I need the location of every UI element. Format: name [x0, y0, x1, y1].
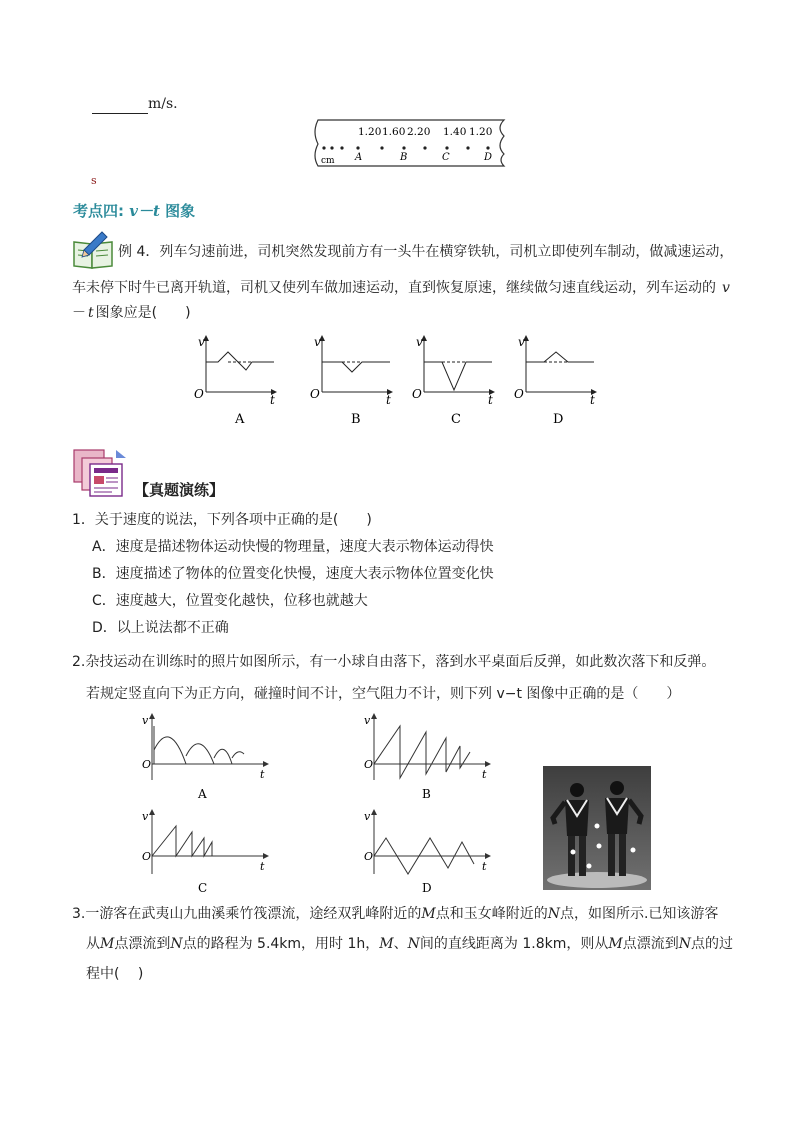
q3-text-4: 从	[86, 936, 100, 952]
q1-option-b: B．速度描述了物体的位置变化快慢，速度大表示物体位置变化快	[92, 566, 494, 582]
q2-line2: 若规定竖直向下为正方向，碰撞时间不计，空气阻力不计，则下列 v−t 图像中正确的是（ ）	[86, 686, 681, 702]
example4-graph-a	[194, 335, 275, 427]
unit-text: m/s.	[148, 96, 178, 112]
example4-label: 例 4	[118, 244, 146, 260]
section-heading-prefix: 考点四:	[73, 202, 124, 220]
tape-letter-d: D	[484, 152, 493, 163]
q3-text-6: 点的路程为 5.4km，用时 1h，	[182, 936, 380, 952]
q2-graph-a	[142, 714, 266, 801]
graph-a-origin: O	[194, 387, 204, 401]
graph-b-axis-v: v	[314, 335, 321, 349]
q2-c-axis-v: v	[142, 810, 149, 823]
stray-s: s	[91, 174, 97, 187]
documents-icon	[72, 448, 130, 498]
q3-text-1: 3.一游客在武夷山九曲溪乘竹筏漂流，途经双乳峰附近的	[72, 906, 422, 922]
tape-number-1: 1.20	[358, 126, 382, 138]
answer-blank	[92, 99, 148, 114]
example4-text-2: 车未停下时牛已离开轨道，司机又使列车做加速运动，直到恢复原速，继续做匀速直线运动，列车运动的	[72, 280, 716, 296]
example4-graphs	[190, 332, 610, 432]
tape-dot	[445, 146, 448, 149]
q2-line1: 2.杂技运动在训练时的照片如图所示，有一小球自由落下，落到水平桌面后反弹，如此数次落下和反弹。	[72, 654, 716, 670]
q3-text-2: 点和玉女峰附近的	[435, 906, 548, 922]
example4-graph-d	[514, 335, 595, 427]
example4-line1	[118, 242, 733, 262]
q1-option-a: A．速度是描述物体运动快慢的物理量，速度大表示物体运动得快	[92, 539, 494, 555]
graph-c-axis-t: t	[488, 393, 493, 407]
q1-stem: 1．关于速度的说法，下列各项中正确的是( )	[72, 512, 372, 528]
q3-text-10: 点的过	[690, 936, 733, 952]
example4-text-1: ．列车匀速前进，司机突然发现前方有一头牛在横穿铁轨，司机立即使列车制动，做减速运动，	[145, 244, 734, 260]
graph-c-label: C	[451, 412, 461, 427]
tape-dot	[380, 146, 383, 149]
example4-v: v	[722, 280, 730, 296]
graph-d-curve	[526, 352, 594, 362]
q2-graph-d	[364, 810, 488, 895]
q2-graphs	[136, 712, 506, 896]
q2-c-label: C	[198, 881, 208, 895]
graph-a-axis-v: v	[198, 335, 205, 349]
tape-dot	[423, 146, 426, 149]
tape-letter-c: C	[442, 152, 450, 163]
q3-point-n-2: N	[170, 936, 183, 952]
q2-a-axis-t: t	[260, 768, 265, 781]
graph-b-curve	[322, 362, 390, 372]
tape-dots	[322, 146, 489, 149]
tape-dot	[486, 146, 489, 149]
graph-a-curve	[206, 352, 274, 370]
tape-number-5: 1.20	[469, 126, 493, 138]
q2-c-origin: O	[142, 850, 152, 863]
graph-a-label: A	[235, 412, 245, 427]
tape-dot	[322, 146, 325, 149]
q3-point-n-3: N	[407, 936, 420, 952]
q2-a-origin: O	[142, 758, 152, 771]
q3-point-m-3: M	[379, 936, 394, 952]
tape-dot	[356, 146, 359, 149]
q2-c-axis-t: t	[260, 860, 265, 873]
q2-d-axis-v: v	[364, 810, 371, 823]
example4-graph-b	[310, 335, 391, 427]
graph-a-axis-t: t	[270, 393, 275, 407]
q2-b-label: B	[422, 787, 431, 801]
graph-d-axis-v: v	[518, 335, 525, 349]
example4-graph-c	[412, 335, 493, 427]
q2-b-origin: O	[364, 758, 374, 771]
graph-c-axis-v: v	[416, 335, 423, 349]
example4-line2	[72, 278, 730, 298]
q2-graph-b	[364, 714, 488, 801]
q3-text-5: 点漂流到	[114, 936, 171, 952]
graph-b-axis-t: t	[386, 393, 391, 407]
section-heading-vt: v－t	[129, 202, 160, 220]
q2-d-label: D	[422, 881, 432, 895]
q2-d-origin: O	[364, 850, 374, 863]
q2-b-axis-t: t	[482, 768, 487, 781]
q3-line3: 程中( )	[86, 966, 144, 982]
tape-number-3: 2.20	[407, 126, 431, 138]
q2-b-curve	[374, 726, 470, 778]
q3-point-m: M	[421, 906, 436, 922]
q2-graph-c	[142, 810, 266, 895]
q1-option-d: D．以上说法都不正确	[92, 620, 229, 636]
graph-d-origin: O	[514, 387, 524, 401]
graph-d-label: D	[553, 412, 564, 427]
q1-option-c: C．速度越大，位置变化越快，位移也就越大	[92, 593, 368, 609]
tape-dot	[340, 146, 343, 149]
tape-dot	[402, 146, 405, 149]
tape-dot	[466, 146, 469, 149]
q2-a-axis-v: v	[142, 714, 149, 727]
graph-b-origin: O	[310, 387, 320, 401]
section-heading-suffix: 图象	[165, 202, 196, 220]
q3-text-8: 间的直线距离为 1.8km，则从	[419, 936, 609, 952]
answer-line	[92, 94, 178, 114]
q3-point-m-4: M	[608, 936, 623, 952]
example4-line3	[72, 303, 191, 323]
q3-text-9: 点漂流到	[622, 936, 679, 952]
tape-unit: cm	[321, 156, 335, 166]
q3-line2	[86, 934, 733, 954]
q2-c-curve	[152, 826, 212, 856]
practice-title: 【真题演练】	[134, 481, 225, 499]
q3-line1	[72, 904, 718, 924]
graph-d-axis-t: t	[590, 393, 595, 407]
q2-a-label: A	[198, 787, 207, 801]
paper-tape-figure	[312, 118, 508, 168]
q3-text-3: 点，如图所示.已知该游客	[559, 906, 719, 922]
example4-t: t	[88, 305, 94, 321]
q2-b-axis-v: v	[364, 714, 371, 727]
tape-number-2: 1.60	[382, 126, 406, 138]
q3-point-n: N	[547, 906, 560, 922]
tape-letter-a: A	[355, 152, 363, 163]
q3-point-m-2: M	[100, 936, 115, 952]
tape-dot	[330, 146, 333, 149]
q2-a-curve	[154, 726, 244, 764]
section-heading	[73, 200, 195, 221]
example4-text-3: 图象应是( )	[95, 305, 191, 321]
graph-c-curve	[424, 362, 492, 390]
q2-d-axis-t: t	[482, 860, 487, 873]
juggling-photo	[543, 766, 651, 890]
q3-point-n-4: N	[678, 936, 691, 952]
q3-text-7: 、	[393, 936, 408, 952]
tape-letter-b: B	[400, 152, 408, 163]
graph-b-label: B	[351, 412, 361, 427]
book-pencil-icon	[70, 228, 116, 270]
tape-number-4: 1.40	[443, 126, 467, 138]
example4-dash: －	[72, 305, 86, 321]
graph-c-origin: O	[412, 387, 422, 401]
